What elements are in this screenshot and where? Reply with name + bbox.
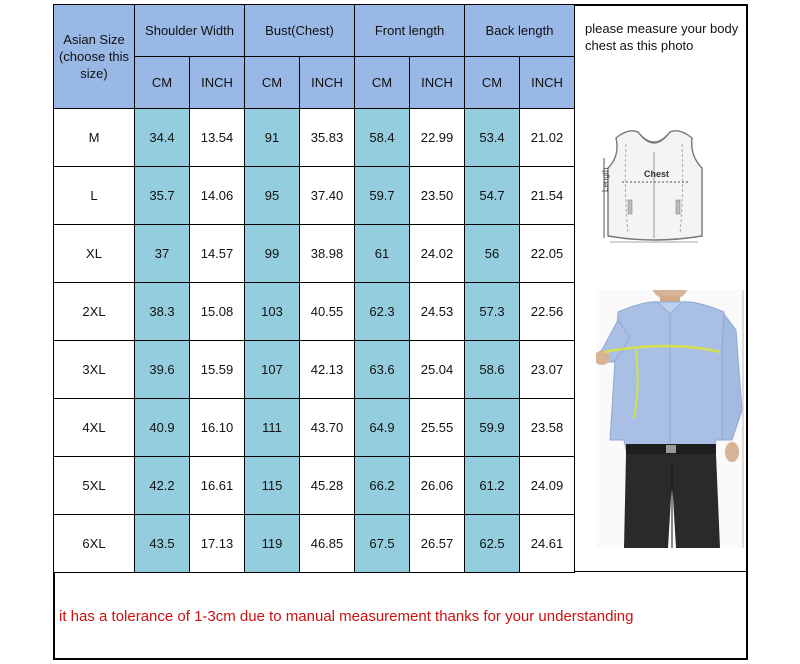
table-row bbox=[54, 399, 575, 457]
back-cm-value: 57.3 bbox=[465, 283, 520, 341]
unit-inch: INCH bbox=[410, 57, 465, 109]
back-inch-value: 23.58 bbox=[520, 399, 575, 457]
back-cm-value: 62.5 bbox=[465, 515, 520, 573]
front-cm-value: 58.4 bbox=[355, 109, 410, 167]
tolerance-note: it has a tolerance of 1-3cm due to manual measurement thanks for your understanding bbox=[59, 608, 634, 625]
back-cm-value: 59.9 bbox=[465, 399, 520, 457]
front-cm-value: 62.3 bbox=[355, 283, 410, 341]
shoulder-cm-value: 38.3 bbox=[135, 283, 190, 341]
size-label: 2XL bbox=[54, 283, 135, 341]
header-asian-size: Asian Size (choose this size) bbox=[54, 5, 135, 109]
header-shoulder-width: Shoulder Width bbox=[135, 5, 245, 57]
vest-diagram bbox=[598, 122, 710, 246]
header-front-length: Front length bbox=[355, 5, 465, 57]
shoulder-cm-value: 39.6 bbox=[135, 341, 190, 399]
bust-cm-value: 119 bbox=[245, 515, 300, 573]
back-cm-value: 61.2 bbox=[465, 457, 520, 515]
unit-cm: CM bbox=[465, 57, 520, 109]
back-cm-value: 54.7 bbox=[465, 167, 520, 225]
size-label: 4XL bbox=[54, 399, 135, 457]
shoulder-inch-value: 15.59 bbox=[190, 341, 245, 399]
unit-cm: CM bbox=[135, 57, 190, 109]
bust-inch-value: 40.55 bbox=[300, 283, 355, 341]
size-label: 6XL bbox=[54, 515, 135, 573]
diagram-chest-label: Chest bbox=[644, 169, 670, 179]
front-inch-value: 24.02 bbox=[410, 225, 465, 283]
back-inch-value: 24.61 bbox=[520, 515, 575, 573]
front-cm-value: 59.7 bbox=[355, 167, 410, 225]
shoulder-inch-value: 17.13 bbox=[190, 515, 245, 573]
header-back-length: Back length bbox=[465, 5, 575, 57]
size-label: 5XL bbox=[54, 457, 135, 515]
front-cm-value: 67.5 bbox=[355, 515, 410, 573]
unit-cm: CM bbox=[245, 57, 300, 109]
model-measuring-photo bbox=[596, 290, 744, 548]
back-cm-value: 56 bbox=[465, 225, 520, 283]
shoulder-inch-value: 14.06 bbox=[190, 167, 245, 225]
front-inch-value: 25.04 bbox=[410, 341, 465, 399]
back-cm-value: 53.4 bbox=[465, 109, 520, 167]
bust-inch-value: 45.28 bbox=[300, 457, 355, 515]
shoulder-inch-value: 16.10 bbox=[190, 399, 245, 457]
front-inch-value: 22.99 bbox=[410, 109, 465, 167]
unit-cm: CM bbox=[355, 57, 410, 109]
bust-cm-value: 91 bbox=[245, 109, 300, 167]
front-inch-value: 25.55 bbox=[410, 399, 465, 457]
unit-inch: INCH bbox=[300, 57, 355, 109]
shoulder-inch-value: 13.54 bbox=[190, 109, 245, 167]
front-cm-value: 61 bbox=[355, 225, 410, 283]
bust-cm-value: 115 bbox=[245, 457, 300, 515]
bust-inch-value: 46.85 bbox=[300, 515, 355, 573]
size-label: L bbox=[54, 167, 135, 225]
bust-cm-value: 99 bbox=[245, 225, 300, 283]
size-label: XL bbox=[54, 225, 135, 283]
back-inch-value: 23.07 bbox=[520, 341, 575, 399]
bust-cm-value: 107 bbox=[245, 341, 300, 399]
bust-cm-value: 95 bbox=[245, 167, 300, 225]
unit-inch: INCH bbox=[190, 57, 245, 109]
front-inch-value: 23.50 bbox=[410, 167, 465, 225]
front-inch-value: 26.57 bbox=[410, 515, 465, 573]
table-row bbox=[54, 225, 575, 283]
shoulder-cm-value: 35.7 bbox=[135, 167, 190, 225]
bust-cm-value: 111 bbox=[245, 399, 300, 457]
table-row bbox=[54, 109, 575, 167]
measure-instruction: please measure your body chest as this photo bbox=[585, 21, 739, 53]
back-inch-value: 21.54 bbox=[520, 167, 575, 225]
table-row bbox=[54, 341, 575, 399]
back-inch-value: 24.09 bbox=[520, 457, 575, 515]
shoulder-inch-value: 15.08 bbox=[190, 283, 245, 341]
back-inch-value: 22.05 bbox=[520, 225, 575, 283]
shoulder-cm-value: 40.9 bbox=[135, 399, 190, 457]
table-row bbox=[54, 457, 575, 515]
bust-inch-value: 37.40 bbox=[300, 167, 355, 225]
front-cm-value: 63.6 bbox=[355, 341, 410, 399]
shoulder-cm-value: 43.5 bbox=[135, 515, 190, 573]
bust-cm-value: 103 bbox=[245, 283, 300, 341]
bust-inch-value: 38.98 bbox=[300, 225, 355, 283]
front-cm-value: 66.2 bbox=[355, 457, 410, 515]
bust-inch-value: 35.83 bbox=[300, 109, 355, 167]
front-inch-value: 26.06 bbox=[410, 457, 465, 515]
diagram-length-label: Length bbox=[601, 167, 610, 192]
size-label: 3XL bbox=[54, 341, 135, 399]
back-cm-value: 58.6 bbox=[465, 341, 520, 399]
front-inch-value: 24.53 bbox=[410, 283, 465, 341]
back-inch-value: 22.56 bbox=[520, 283, 575, 341]
shoulder-inch-value: 16.61 bbox=[190, 457, 245, 515]
table-row bbox=[54, 167, 575, 225]
size-label: M bbox=[54, 109, 135, 167]
shoulder-cm-value: 34.4 bbox=[135, 109, 190, 167]
size-chart-table bbox=[53, 4, 575, 573]
shoulder-cm-value: 37 bbox=[135, 225, 190, 283]
shoulder-inch-value: 14.57 bbox=[190, 225, 245, 283]
table-row bbox=[54, 283, 575, 341]
table-row bbox=[54, 515, 575, 573]
bust-inch-value: 43.70 bbox=[300, 399, 355, 457]
bust-inch-value: 42.13 bbox=[300, 341, 355, 399]
back-inch-value: 21.02 bbox=[520, 109, 575, 167]
unit-inch: INCH bbox=[520, 57, 575, 109]
header-bust-chest: Bust(Chest) bbox=[245, 5, 355, 57]
shoulder-cm-value: 42.2 bbox=[135, 457, 190, 515]
front-cm-value: 64.9 bbox=[355, 399, 410, 457]
